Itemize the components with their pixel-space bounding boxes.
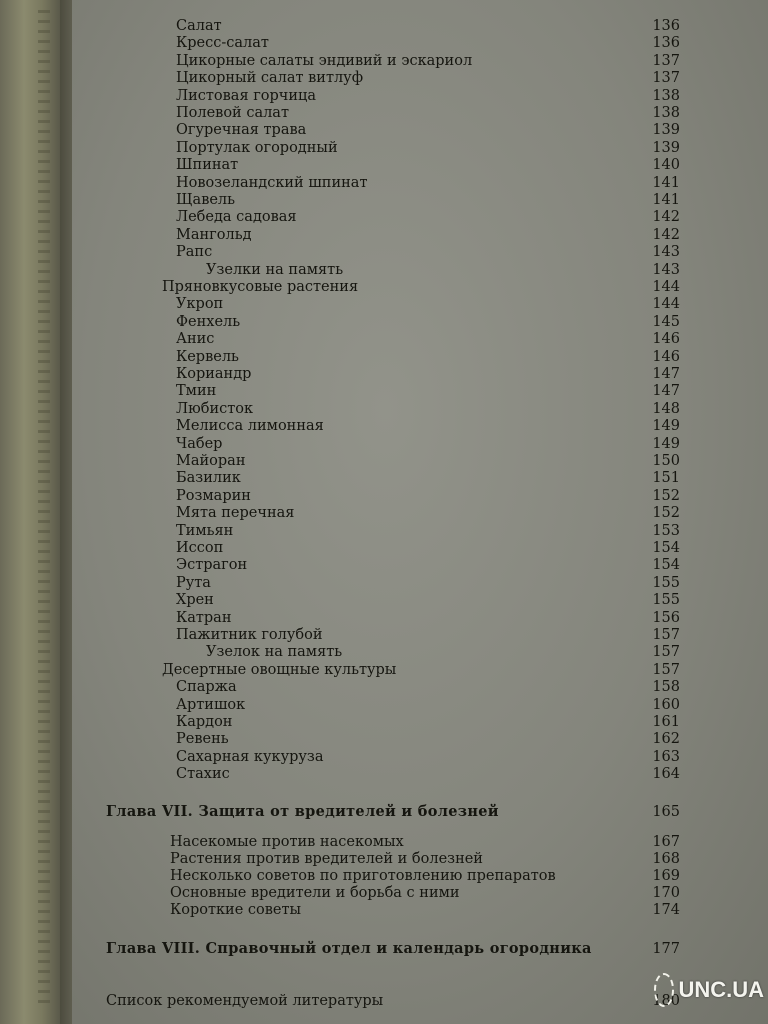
watermark-logo bbox=[654, 962, 764, 1018]
toc-entry-title: Чабер bbox=[176, 435, 223, 452]
toc-entry-page-number: 174 bbox=[652, 901, 680, 918]
toc-entry-title: Любисток bbox=[176, 400, 254, 417]
toc-entry-title: Ревень bbox=[176, 731, 229, 748]
chapter-heading-title: Глава VIII. Справочный отдел и календарь огородника bbox=[106, 939, 592, 957]
toc-entry-title: Иссоп bbox=[176, 540, 224, 556]
toc-entry-page-number: 156 bbox=[652, 609, 680, 626]
toc-entry-page-number: 161 bbox=[652, 714, 680, 730]
toc-entry-page-number: 138 bbox=[652, 87, 680, 104]
toc-entry-page-number: 155 bbox=[652, 592, 680, 609]
toc-entry-page-number: 138 bbox=[652, 105, 680, 121]
toc-entry-page-number: 148 bbox=[652, 400, 680, 417]
toc-entry-page-number: 162 bbox=[652, 731, 680, 748]
toc-entry-page-number: 136 bbox=[652, 18, 680, 34]
table-of-contents bbox=[72, 0, 768, 1024]
chapter-heading bbox=[72, 802, 768, 822]
chapter-heading-page-number: 165 bbox=[652, 803, 680, 820]
toc-entry-title: Короткие советы bbox=[170, 901, 302, 918]
toc-entry-page-number: 149 bbox=[652, 435, 680, 452]
toc-entry-page-number: 169 bbox=[652, 867, 680, 884]
toc-entry-title: Розмарин bbox=[176, 487, 251, 504]
toc-entry-page-number: 137 bbox=[652, 52, 680, 69]
toc-entry-title: Цикорный салат витлуф bbox=[176, 70, 364, 87]
toc-entry-page-number: 143 bbox=[652, 244, 680, 261]
toc-entry-title: Укроп bbox=[176, 296, 224, 313]
toc-entry-page-number: 151 bbox=[652, 470, 680, 487]
toc-entry-page-number: 158 bbox=[652, 679, 680, 696]
toc-entry-page-number: 155 bbox=[652, 574, 680, 591]
toc-entry-title: Эстрагон bbox=[176, 557, 248, 574]
toc-entry-page-number: 146 bbox=[652, 348, 680, 365]
bibliography-entry-title: Список рекомендуемой литературы bbox=[106, 992, 384, 1009]
toc-entry-title: Растения против вредителей и болезней bbox=[170, 850, 483, 867]
toc-entry-title: Цикорные салаты эндивий и эскариол bbox=[176, 52, 473, 69]
toc-entry-page-number: 157 bbox=[652, 661, 680, 678]
toc-entry-title: Катран bbox=[176, 609, 232, 626]
toc-entry-title: Хрен bbox=[176, 592, 214, 609]
sun-icon bbox=[654, 973, 674, 1007]
toc-entry-page-number: 139 bbox=[652, 122, 680, 139]
toc-entry-title: Портулак огородный bbox=[176, 139, 338, 156]
toc-entry-title: Спаржа bbox=[176, 679, 237, 696]
toc-entry bbox=[72, 764, 768, 784]
toc-entry-title: Тмин bbox=[176, 383, 217, 400]
toc-entry-title: Пажитник голубой bbox=[176, 627, 323, 643]
toc-entry-title: Листовая горчица bbox=[176, 87, 317, 104]
toc-entry-page-number: 163 bbox=[652, 748, 680, 765]
toc-entry-title: Десертные овощные культуры bbox=[162, 661, 397, 678]
toc-entry-title: Основные вредители и борьба с ними bbox=[170, 884, 460, 901]
toc-entry-title: Рапс bbox=[176, 244, 213, 261]
toc-entry-title: Кориандр bbox=[176, 366, 252, 382]
toc-entry-title: Кресс-салат bbox=[176, 35, 269, 52]
toc-entry-page-number: 149 bbox=[652, 418, 680, 435]
toc-entry-page-number: 145 bbox=[652, 313, 680, 330]
toc-entry-title: Анис bbox=[176, 331, 215, 348]
toc-entry-page-number: 157 bbox=[652, 644, 680, 661]
toc-entry-page-number: 168 bbox=[652, 850, 680, 867]
toc-entry-title: Мята перечная bbox=[176, 505, 295, 522]
toc-entry-page-number: 144 bbox=[652, 279, 680, 295]
toc-entry-title: Насекомые против насекомых bbox=[170, 833, 404, 850]
toc-entry-page-number: 154 bbox=[652, 557, 680, 574]
toc-entry-page-number: 152 bbox=[652, 505, 680, 522]
toc-entry-title: Майоран bbox=[176, 453, 246, 469]
toc-entry-page-number: 139 bbox=[652, 139, 680, 156]
spine-stitching bbox=[38, 10, 50, 1010]
toc-entry-page-number: 160 bbox=[652, 696, 680, 713]
toc-entry-page-number: 147 bbox=[652, 366, 680, 382]
toc-entry-title: Узелки на память bbox=[206, 261, 344, 278]
toc-entry-page-number: 167 bbox=[652, 833, 680, 850]
toc-entry-title: Пряновкусовые растения bbox=[162, 279, 359, 295]
toc-entry-title: Мангольд bbox=[176, 226, 252, 243]
watermark-text: UNC.UA bbox=[678, 977, 764, 1002]
toc-entry-page-number: 141 bbox=[652, 174, 680, 191]
toc-entry-page-number: 144 bbox=[652, 296, 680, 313]
toc-entry-title: Артишок bbox=[176, 696, 246, 713]
toc-entry-title: Стахис bbox=[176, 766, 230, 783]
toc-entry-page-number: 137 bbox=[652, 70, 680, 87]
toc-entry-title: Новозеландский шпинат bbox=[176, 174, 368, 191]
toc-entry-page-number: 170 bbox=[652, 884, 680, 901]
toc-entry-title: Лебеда садовая bbox=[176, 209, 297, 226]
toc-entry-title: Шпинат bbox=[176, 157, 239, 174]
toc-entry-title: Кардон bbox=[176, 714, 233, 730]
toc-entry-page-number: 153 bbox=[652, 522, 680, 539]
toc-entry-title: Огуречная трава bbox=[176, 122, 307, 139]
book-page bbox=[72, 0, 768, 1024]
toc-entry-title: Мелисса лимонная bbox=[176, 418, 324, 435]
toc-entry-page-number: 136 bbox=[652, 35, 680, 52]
toc-entry-title: Несколько советов по приготовлению препаратов bbox=[170, 867, 556, 884]
toc-entry-page-number: 147 bbox=[652, 383, 680, 400]
toc-entry-title: Фенхель bbox=[176, 313, 241, 330]
toc-entry-page-number: 142 bbox=[652, 209, 680, 226]
toc-entry-title: Полевой салат bbox=[176, 105, 289, 121]
toc-entry-title: Кервель bbox=[176, 348, 239, 365]
toc-entry-title: Рута bbox=[176, 574, 211, 591]
chapter-heading-title: Глава VII. Защита от вредителей и болезней bbox=[106, 802, 499, 820]
toc-entry-title: Сахарная кукуруза bbox=[176, 748, 324, 765]
toc-entry-page-number: 154 bbox=[652, 540, 680, 556]
toc-entry-page-number: 143 bbox=[652, 261, 680, 278]
toc-entry-page-number: 140 bbox=[652, 157, 680, 174]
toc-entry-page-number: 146 bbox=[652, 331, 680, 348]
toc-entry-title: Щавель bbox=[176, 192, 236, 208]
toc-entry-title: Тимьян bbox=[176, 522, 234, 539]
bibliography-entry-page-number: 180 bbox=[652, 992, 680, 1009]
toc-entry-page-number: 152 bbox=[652, 487, 680, 504]
toc-entry-title: Базилик bbox=[176, 470, 241, 487]
toc-entry-page-number: 164 bbox=[652, 766, 680, 783]
toc-entry-page-number: 141 bbox=[652, 192, 680, 208]
toc-entry-title: Салат bbox=[176, 18, 222, 34]
toc-entry-page-number: 142 bbox=[652, 226, 680, 243]
toc-entry bbox=[72, 900, 768, 920]
chapter-heading bbox=[72, 939, 768, 959]
book-spine bbox=[0, 0, 60, 1024]
toc-entry-page-number: 157 bbox=[652, 627, 680, 643]
chapter-heading-page-number: 177 bbox=[652, 940, 680, 957]
toc-entry-page-number: 150 bbox=[652, 453, 680, 469]
toc-entry-title: Узелок на память bbox=[206, 644, 343, 661]
